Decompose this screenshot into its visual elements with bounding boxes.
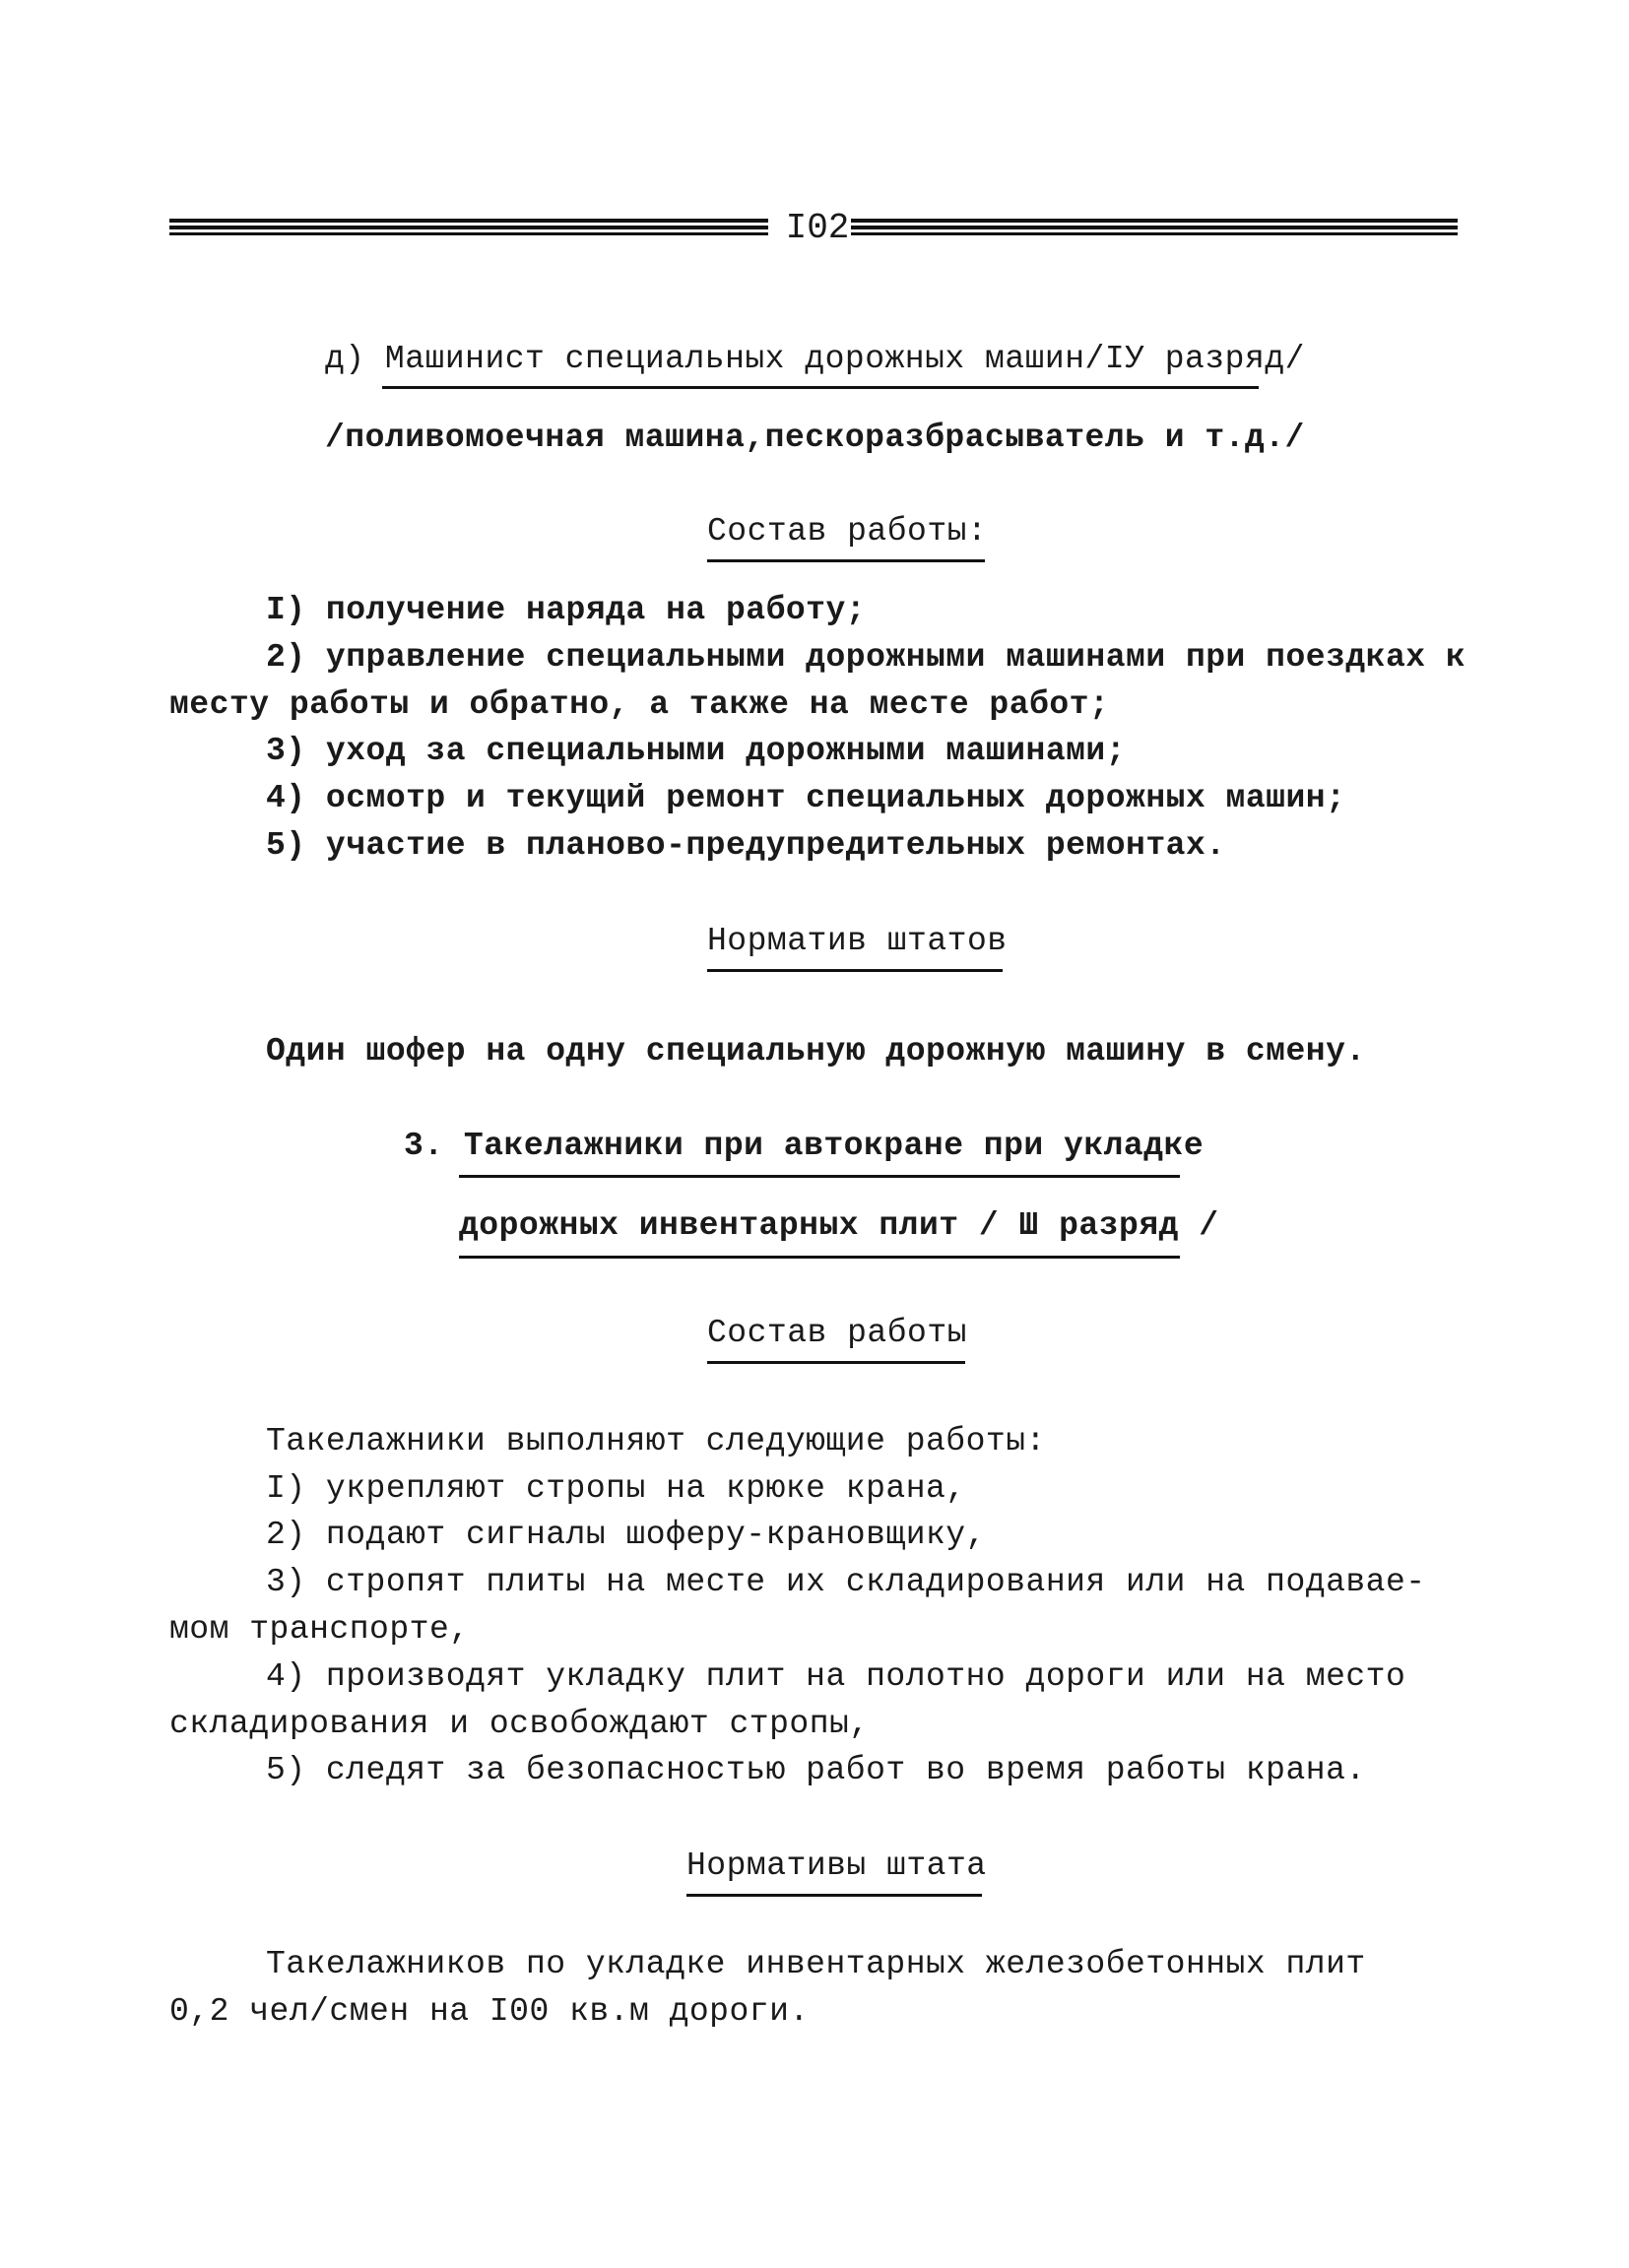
section-d-item-3: 3) уход за специальными дорожными машинами;	[266, 733, 1127, 769]
section-3-item-1: I) укрепляют стропы на крюке крана,	[266, 1470, 966, 1507]
section-d-item-5: 5) участие в планово-предупредительных ремонтах.	[266, 827, 1226, 864]
section-d-title-underline	[382, 386, 1259, 389]
section-d-composition-underline	[707, 559, 985, 562]
section-d-item-2-cont: месту работы и обратно, а также на месте работ;	[169, 686, 1110, 723]
section-d-title: Машинист специальных дорожных машин/IУ разряд/	[384, 341, 1305, 377]
header-rule-left	[169, 219, 768, 238]
section-3-title-line1	[404, 1127, 1204, 1166]
page-number: I02	[785, 208, 850, 248]
section-3-composition-heading: Состав работы	[707, 1315, 967, 1351]
section-3-item-4: 4) производят укладку плит на полотно дороги или на место	[266, 1658, 1406, 1695]
section-3-item-3-cont: мом транспорте,	[169, 1611, 470, 1648]
section-3-title-suffix: / Ш разряд /	[958, 1207, 1219, 1244]
section-d-item-1: I) получение наряда на работу;	[266, 592, 867, 628]
section-d-norm-heading: Норматив штатов	[707, 923, 1008, 959]
section-3-composition-underline	[707, 1361, 965, 1364]
section-d-norm-underline	[707, 969, 1003, 972]
section-3-item-5: 5) следят за безопасностью работ во время работы крана.	[266, 1752, 1366, 1788]
section-3-norm-heading: Нормативы штата	[686, 1847, 987, 1884]
section-3-item-3: 3) стропят плиты на месте их складирования или на подавае-	[266, 1564, 1426, 1600]
section-3-norm-line2: 0,2 чел/смен на I00 кв.м дороги.	[169, 1993, 810, 2030]
section-d-item-2: 2) управление специальными дорожными машинами при поездках к	[266, 639, 1466, 676]
section-3-item-2: 2) подают сигналы шоферу-крановщику,	[266, 1517, 986, 1553]
section-d-item-4: 4) осмотр и текущий ремонт специальных дорожных машин;	[266, 780, 1346, 816]
section-3-item-4-cont: складирования и освобождают стропы,	[169, 1706, 870, 1742]
section-3-title-1: Такелажники при автокране при укладке	[463, 1128, 1205, 1164]
section-d-subtitle: /поливомоечная машина,пескоразбрасыватель и т.д./	[325, 420, 1305, 456]
section-3-number: 3.	[404, 1128, 464, 1164]
section-3-norm-line1: Такелажников по укладке инвентарных железобетонных плит	[266, 1946, 1366, 1982]
section-d-prefix: д)	[325, 341, 385, 377]
header-rule-right	[851, 219, 1458, 238]
section-3-title-underline-2	[459, 1256, 1180, 1259]
section-3-norm-underline	[686, 1894, 982, 1897]
section-d-composition-heading: Состав работы:	[707, 513, 988, 550]
section-d-title-line	[325, 340, 1305, 379]
section-d-norm-text: Один шофер на одну специальную дорожную машину в смену.	[266, 1033, 1366, 1069]
section-3-title-2: дорожных инвентарных плит	[459, 1207, 959, 1244]
section-3-intro: Такелажники выполняют следующие работы:	[266, 1423, 1046, 1459]
section-3-title-line2	[459, 1206, 1219, 1246]
section-3-title-underline-1	[459, 1175, 1180, 1178]
